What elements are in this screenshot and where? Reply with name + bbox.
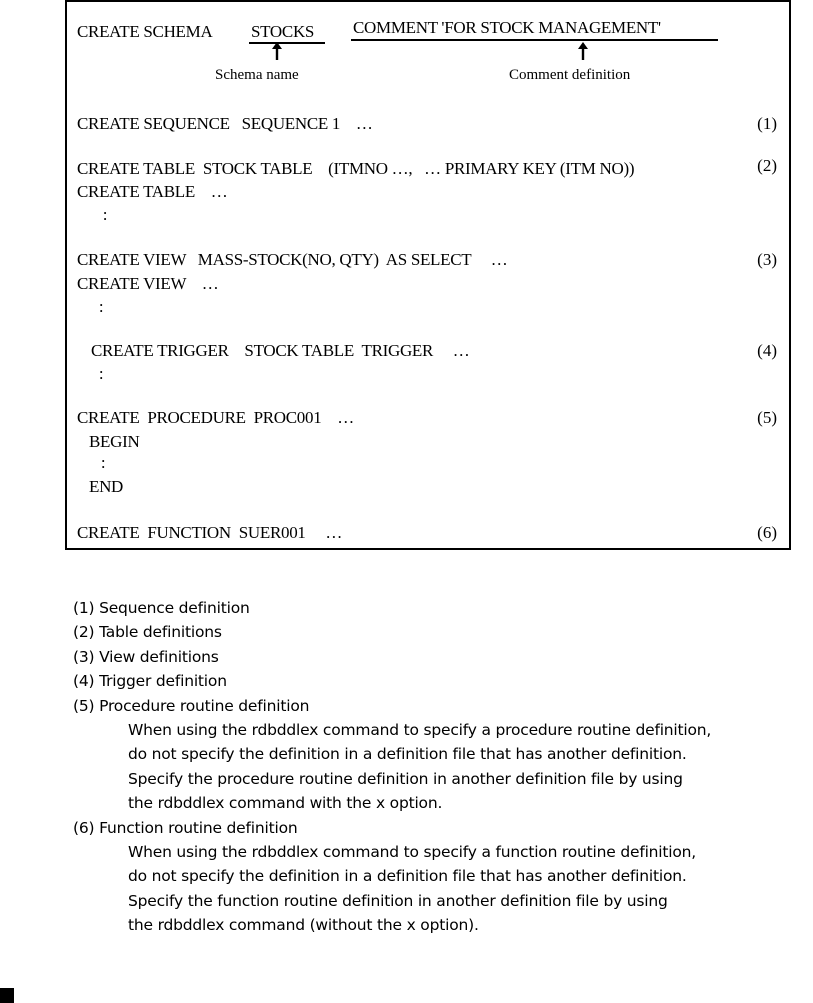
view-statement: CREATE VIEW MASS-STOCK(NO, QTY) AS SELECT … xyxy=(77,250,508,269)
procedure-statement: CREATE PROCEDURE PROC001 … xyxy=(77,408,354,427)
create-schema-keyword: CREATE SCHEMA xyxy=(77,22,213,41)
note-procedure-detail: Specify the procedure routine definition in another definition file by using xyxy=(128,769,683,788)
note-view: (3) View definitions xyxy=(73,647,219,666)
note-procedure-detail: the rdbddlex command with the x option. xyxy=(128,794,443,813)
trigger-statement: CREATE TRIGGER STOCK TABLE TRIGGER … xyxy=(91,341,470,360)
end-keyword: END xyxy=(89,477,124,496)
continuation-mark: : xyxy=(89,453,106,472)
statement-number: (5) xyxy=(757,408,777,427)
note-function-detail: Specify the function routine definition in another definition file by using xyxy=(128,891,668,910)
comment-underline xyxy=(351,39,718,41)
schema-comment: COMMENT 'FOR STOCK MANAGEMENT' xyxy=(353,18,661,37)
view-statement: CREATE VIEW … xyxy=(77,274,219,293)
sequence-statement: CREATE SEQUENCE SEQUENCE 1 … xyxy=(77,114,373,133)
table-statement: CREATE TABLE … xyxy=(77,182,228,201)
note-sequence: (1) Sequence definition xyxy=(73,599,250,617)
statement-number: (6) xyxy=(757,523,777,542)
continuation-mark: : xyxy=(87,297,104,316)
note-trigger: (4) Trigger definition xyxy=(73,672,227,691)
note-table: (2) Table definitions xyxy=(73,623,222,642)
begin-keyword: BEGIN xyxy=(89,432,140,451)
schema-name-underline xyxy=(249,42,325,44)
note-function: (6) Function routine definition xyxy=(73,818,298,837)
table-statement: CREATE TABLE STOCK TABLE (ITMNO …, … PRIMARY KEY (ITM NO)) xyxy=(77,159,635,178)
statement-number: (2) xyxy=(757,156,777,175)
up-arrow-icon xyxy=(272,42,282,60)
note-function-detail: the rdbddlex command (without the x option). xyxy=(128,916,479,935)
schema-name: STOCKS xyxy=(251,22,315,41)
note-procedure: (5) Procedure routine definition xyxy=(73,696,310,715)
continuation-mark: : xyxy=(87,205,108,224)
note-function-detail: When using the rdbddlex command to specify a function routine definition, xyxy=(128,843,697,862)
ddl-example-box xyxy=(65,0,791,550)
statement-number: (4) xyxy=(757,341,777,360)
schema-name-label: Schema name xyxy=(215,67,299,83)
definition-notes xyxy=(73,596,813,938)
corner-marker xyxy=(0,988,14,1003)
up-arrow-icon xyxy=(578,42,588,60)
function-statement: CREATE FUNCTION SUER001 … xyxy=(77,523,343,542)
comment-definition-label: Comment definition xyxy=(509,67,631,83)
note-function-detail: do not specify the definition in a definition file that has another definition. xyxy=(128,867,687,886)
note-procedure-detail: do not specify the definition in a definition file that has another definition. xyxy=(128,745,687,764)
continuation-mark: : xyxy=(87,364,104,383)
statement-number: (3) xyxy=(757,250,777,269)
note-procedure-detail: When using the rdbddlex command to specify a procedure routine definition, xyxy=(128,721,712,740)
statement-number: (1) xyxy=(757,114,777,133)
